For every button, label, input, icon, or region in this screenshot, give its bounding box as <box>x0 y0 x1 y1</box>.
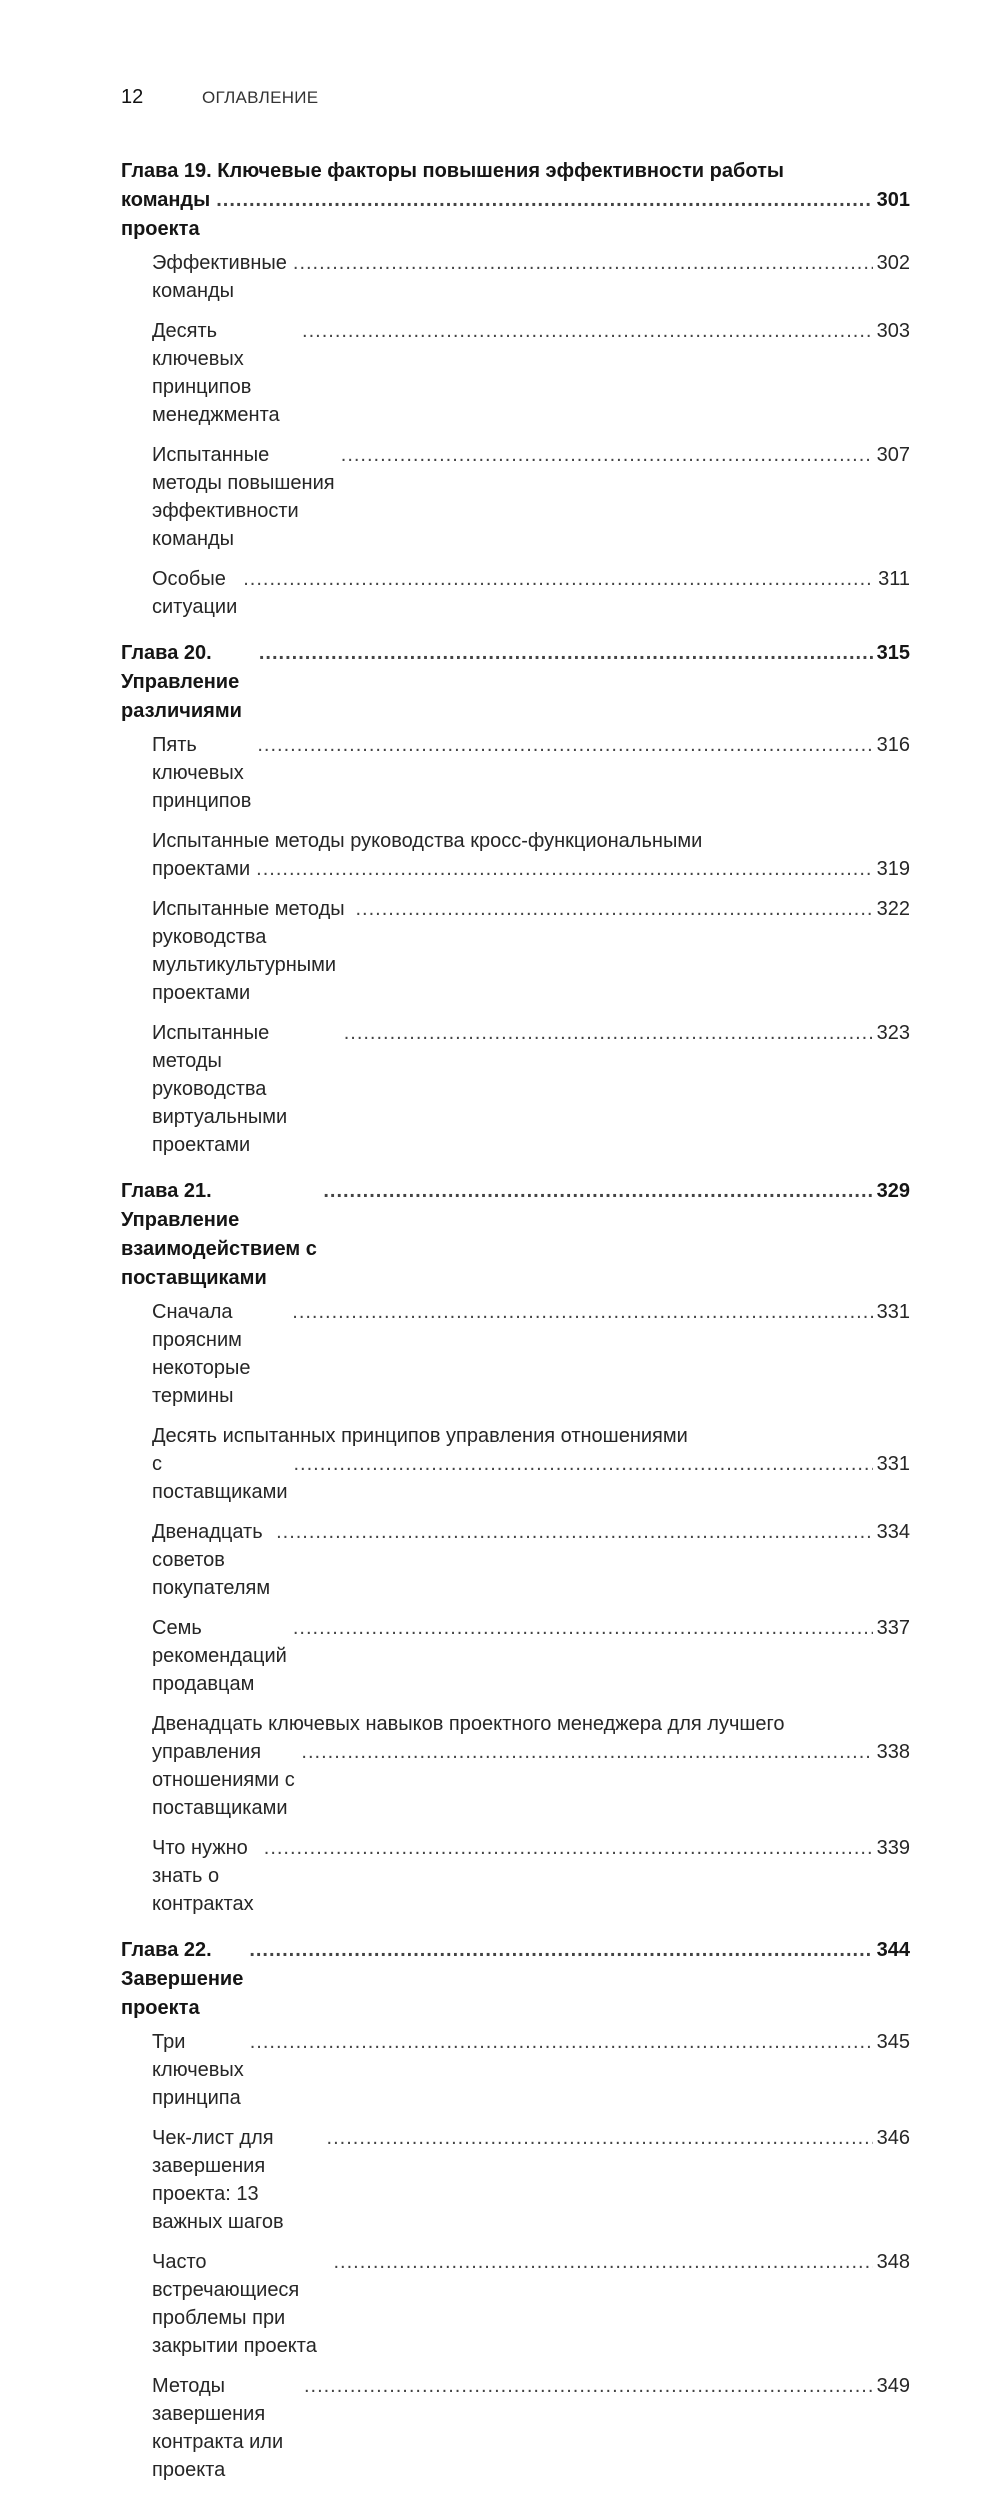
toc-section-entry[interactable] <box>121 2372 910 2484</box>
toc-section-entry[interactable] <box>121 317 910 429</box>
section-title-text: проектами <box>152 858 251 880</box>
toc-section-entry[interactable] <box>121 249 910 305</box>
section-title-text: Двенадцать советов покупателям <box>152 1521 271 1599</box>
toc-section-entry[interactable] <box>121 1422 910 1506</box>
section-page-number: 322 <box>876 898 910 920</box>
table-of-contents <box>121 157 910 2502</box>
chapter-sections <box>121 249 910 621</box>
section-row <box>152 441 910 553</box>
section-title-text: Пять ключевых принципов <box>152 734 252 812</box>
dot-leader <box>304 2372 873 2400</box>
dot-leader <box>257 731 872 759</box>
dot-leader <box>249 1936 872 1965</box>
section-title-text: Сначала проясним некоторые термины <box>152 1301 257 1407</box>
chapter-title-text: Глава 20. Управление различиями <box>121 642 245 722</box>
chapter-page-number: 315 <box>876 642 910 664</box>
dot-leader <box>301 1738 872 1766</box>
dot-leader <box>334 2248 873 2276</box>
section-row <box>152 2028 910 2112</box>
section-page-number: 303 <box>876 320 910 342</box>
section-row <box>152 1298 910 1410</box>
section-page-number: 338 <box>876 1741 910 1763</box>
chapter-title[interactable] <box>121 157 910 244</box>
chapter-title-row <box>121 1936 910 2023</box>
chapter-page-number: 329 <box>876 1180 910 1202</box>
toc-section-entry[interactable] <box>121 731 910 815</box>
section-title-line: Испытанные методы руководства кросс-функциональными <box>152 830 703 852</box>
dot-leader <box>323 1177 872 1206</box>
toc-section-entry[interactable] <box>121 1710 910 1822</box>
chapter-sections <box>121 1298 910 1918</box>
toc-section-entry[interactable] <box>121 895 910 1007</box>
dot-leader <box>341 441 873 469</box>
dot-leader <box>292 1298 872 1326</box>
dot-leader <box>293 1614 873 1642</box>
toc-section-entry[interactable] <box>121 1019 910 1159</box>
section-title-text: Эффективные команды <box>152 252 293 302</box>
toc-chapter <box>121 1936 910 2484</box>
running-head <box>121 86 318 112</box>
section-title-text: Часто встречающиеся проблемы при закрытии проекта <box>152 2251 317 2357</box>
chapter-title-text: команды проекта <box>121 189 216 240</box>
section-title-text: Что нужно знать о контрактах <box>152 1837 254 1915</box>
section-title-text: Испытанные методы руководства виртуальными проектами <box>152 1022 293 1156</box>
chapter-title-text: Глава 22. Завершение проекта <box>121 1939 249 2019</box>
dot-leader <box>293 249 873 277</box>
section-page-number: 331 <box>876 1301 910 1323</box>
section-title-text: Особые ситуации <box>152 568 238 618</box>
dot-leader <box>276 1518 873 1546</box>
chapter-title-row <box>121 186 910 244</box>
toc-section-entry[interactable] <box>121 565 910 621</box>
toc-chapter <box>121 157 910 621</box>
chapter-sections <box>121 731 910 1159</box>
chapter-title[interactable] <box>121 639 910 726</box>
section-page-number: 339 <box>876 1837 910 1859</box>
section-title-line: Двенадцать ключевых навыков проектного менеджера для лучшего <box>152 1713 785 1735</box>
dot-leader <box>294 1450 873 1478</box>
dot-leader <box>259 639 873 668</box>
chapter-title[interactable] <box>121 1177 910 1293</box>
section-title-text: управления отношениями с поставщиками <box>152 1741 301 1819</box>
section-title-text: Методы завершения контракта или проекта <box>152 2375 289 2481</box>
section-page-number: 331 <box>876 1453 910 1475</box>
dot-leader <box>327 2124 873 2152</box>
toc-section-entry[interactable] <box>121 1518 910 1602</box>
section-title-text: Испытанные методы повышения эффективности команды <box>152 444 341 550</box>
dot-leader <box>256 855 872 883</box>
section-page-number: 323 <box>876 1022 910 1044</box>
toc-section-entry[interactable] <box>121 2124 910 2236</box>
chapter-page-number: 344 <box>876 1939 910 1961</box>
section-row <box>152 1019 910 1159</box>
section-row <box>152 855 910 883</box>
running-head-title: ОГЛАВЛЕНИЕ <box>202 88 319 107</box>
chapter-sections <box>121 2028 910 2484</box>
section-row <box>152 565 910 621</box>
section-title-text: Десять ключевых принципов менеджмента <box>152 320 280 426</box>
chapter-title-row <box>121 1177 910 1293</box>
toc-chapter <box>121 639 910 1159</box>
section-page-number: 319 <box>876 858 910 880</box>
section-row <box>152 1450 910 1506</box>
section-page-number: 346 <box>876 2127 910 2149</box>
section-row <box>152 1614 910 1698</box>
section-row <box>152 1738 910 1822</box>
toc-section-entry[interactable] <box>121 1614 910 1698</box>
dot-leader <box>344 1019 873 1047</box>
section-page-number: 334 <box>876 1521 910 1543</box>
section-title-text: с поставщиками <box>152 1453 288 1503</box>
section-title-text: Испытанные методы руководства мультикультурными проектами <box>152 898 351 1004</box>
chapter-title-text: Глава 21. Управление взаимодействием с поставщиками <box>121 1180 323 1289</box>
chapter-title-row <box>121 639 910 726</box>
section-page-number: 348 <box>876 2251 910 2273</box>
section-page-number: 307 <box>876 444 910 466</box>
chapter-title-line: Глава 19. Ключевые факторы повышения эффективности работы <box>121 160 784 182</box>
section-page-number: 337 <box>876 1617 910 1639</box>
toc-section-entry[interactable] <box>121 827 910 883</box>
dot-leader <box>356 895 873 923</box>
section-row <box>152 895 910 1007</box>
toc-chapter <box>121 1177 910 1918</box>
page-number: 12 <box>121 86 144 108</box>
dot-leader <box>302 317 873 345</box>
section-page-number: 316 <box>876 734 910 756</box>
section-row <box>152 731 910 815</box>
section-page-number: 349 <box>876 2375 910 2397</box>
toc-section-entry[interactable] <box>121 2248 910 2360</box>
toc-section-entry[interactable] <box>121 441 910 553</box>
section-page-number: 345 <box>876 2031 910 2053</box>
toc-section-entry[interactable] <box>121 1834 910 1918</box>
toc-section-entry[interactable] <box>121 2028 910 2112</box>
section-row <box>152 1518 910 1602</box>
dot-leader <box>250 2028 873 2056</box>
dot-leader <box>243 565 874 593</box>
section-row <box>152 1834 910 1918</box>
section-row <box>152 2248 910 2360</box>
chapter-page-number: 301 <box>876 189 910 211</box>
dot-leader <box>264 1834 873 1862</box>
section-row <box>152 317 910 429</box>
section-title-line: Десять испытанных принципов управления отношениями <box>152 1425 688 1447</box>
chapter-title[interactable] <box>121 1936 910 2023</box>
section-title-text: Чек-лист для завершения проекта: 13 важных шагов <box>152 2127 284 2233</box>
section-title-text: Семь рекомендаций продавцам <box>152 1617 293 1695</box>
section-row <box>152 2124 910 2236</box>
section-row <box>152 249 910 305</box>
section-row <box>152 2372 910 2484</box>
section-page-number: 311 <box>878 568 910 590</box>
section-page-number: 302 <box>876 252 910 274</box>
section-title-text: Три ключевых принципа <box>152 2031 250 2109</box>
toc-section-entry[interactable] <box>121 1298 910 1410</box>
dot-leader <box>216 186 872 215</box>
